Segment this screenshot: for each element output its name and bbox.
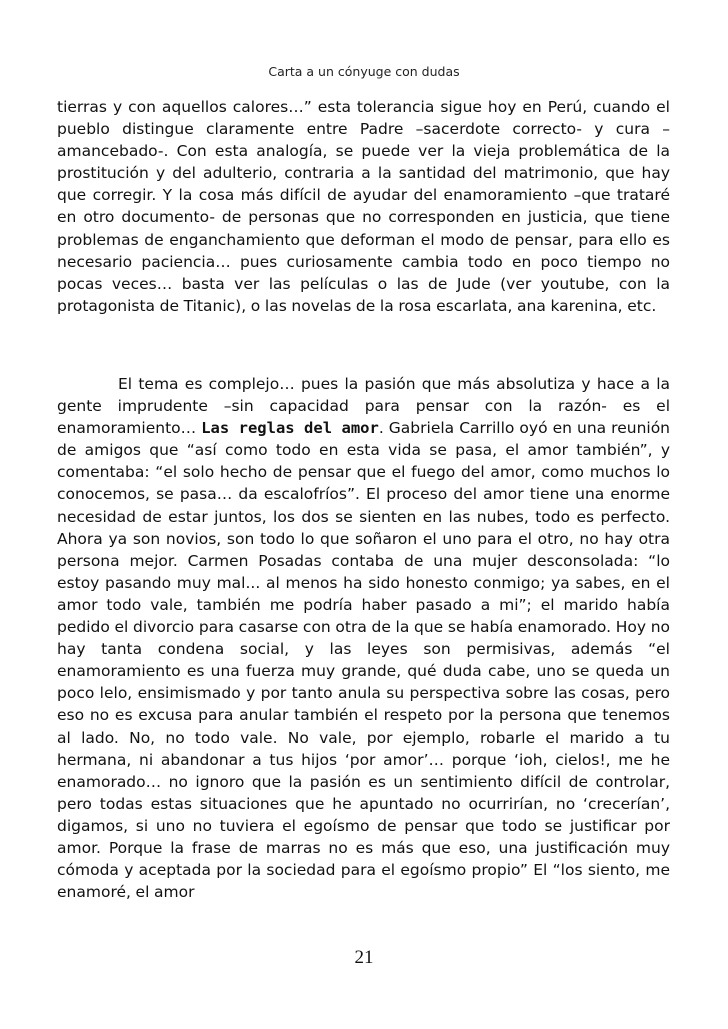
section-heading-inline: Las reglas del amor (201, 419, 379, 438)
paragraph-2 (57, 373, 670, 903)
paragraph-1-text: tierras y con aquellos calores…” esta tolerancia sigue hoy en Perú, cuando el pueblo distingue claramente entre Padre –sacerdote correcto- y cura –amancebado-. Con esta analogía, se puede ver la vieja problemática de la prostitución y del adulterio, contraria a la santidad del matrimonio, que hay que corregir. Y la cosa más difícil de ayudar del enamoramiento –que trataré en otro documento- de personas que no corresponden en justicia, que tiene problemas de enganchamiento que deforman el modo de pensar, para ello es necesario paciencia… pues curiosamente cambia todo en poco tiempo no pocas veces… basta ver las películas o las de Jude (ver youtube, con la protagonista de Titanic), o las novelas de la rosa escarlata, ana karenina, etc. (57, 98, 670, 315)
page-number: 21 (354, 947, 374, 968)
paragraph-1 (57, 96, 670, 317)
paragraph-2-text (57, 373, 670, 903)
running-header-title: Carta a un cónyuge con dudas (268, 64, 460, 79)
paragraph-2-body-text: . Gabriela Carrillo oyó en una reunión de amigos que “así como todo en esta vida se pasa, el amor también”, y comentaba: “el solo hecho de pensar que el fuego del amor, como muchos lo conocemos, se pasa… da escalofríos”. El proceso del amor tiene una enorme necesidad de estar juntos, los dos se sienten en las nubes, todo es perfecto. Ahora ya son novios, son todo lo que soñaron el uno para el otro, no hay otra persona mejor. Carmen Posadas contaba de una mujer desconsolada: “lo estoy pasando muy mal... al menos ha sido honesto conmigo; ya sabes, en el amor todo vale, también me podría haber pasado a mi”; el marido había pedido el divorcio para casarse con otra de la que se había enamorado. Hoy no hay tanta condena social, y las leyes son permisivas, además “el enamoramiento es una fuerza muy grande, qué duda cabe, uno se queda un poco lelo, ensimismado y por tanto anula su perspectiva sobre las cosas, pero eso no es excusa para anular también el respeto por la persona que tenemos al lado. No, no todo vale. No vale, por ejemplo, robarle el marido a tu hermana, ni abandonar a tus hijos ‘por amor’… porque ‘ioh, cielos!, me he enamorado… no ignoro que la pasión es un sentimiento difícil de controlar, pero todas estas situaciones que he apuntado no ocurrirían, no ‘crecerían’, digamos, si uno no tuviera el egoísmo de pensar que todo se justificar por amor. Porque la frase de marras no es más que eso, una justificación muy cómoda y aceptada por la sociedad para el egoísmo propio” El “los siento, me enamoré, el amor (57, 419, 671, 902)
paragraph-2-lead-text: El tema es complejo… pues la pasión que más absolutiza y hace a la gente imprudente –sin capacidad para pensar con la razón- es el enamoramiento… (57, 375, 670, 438)
